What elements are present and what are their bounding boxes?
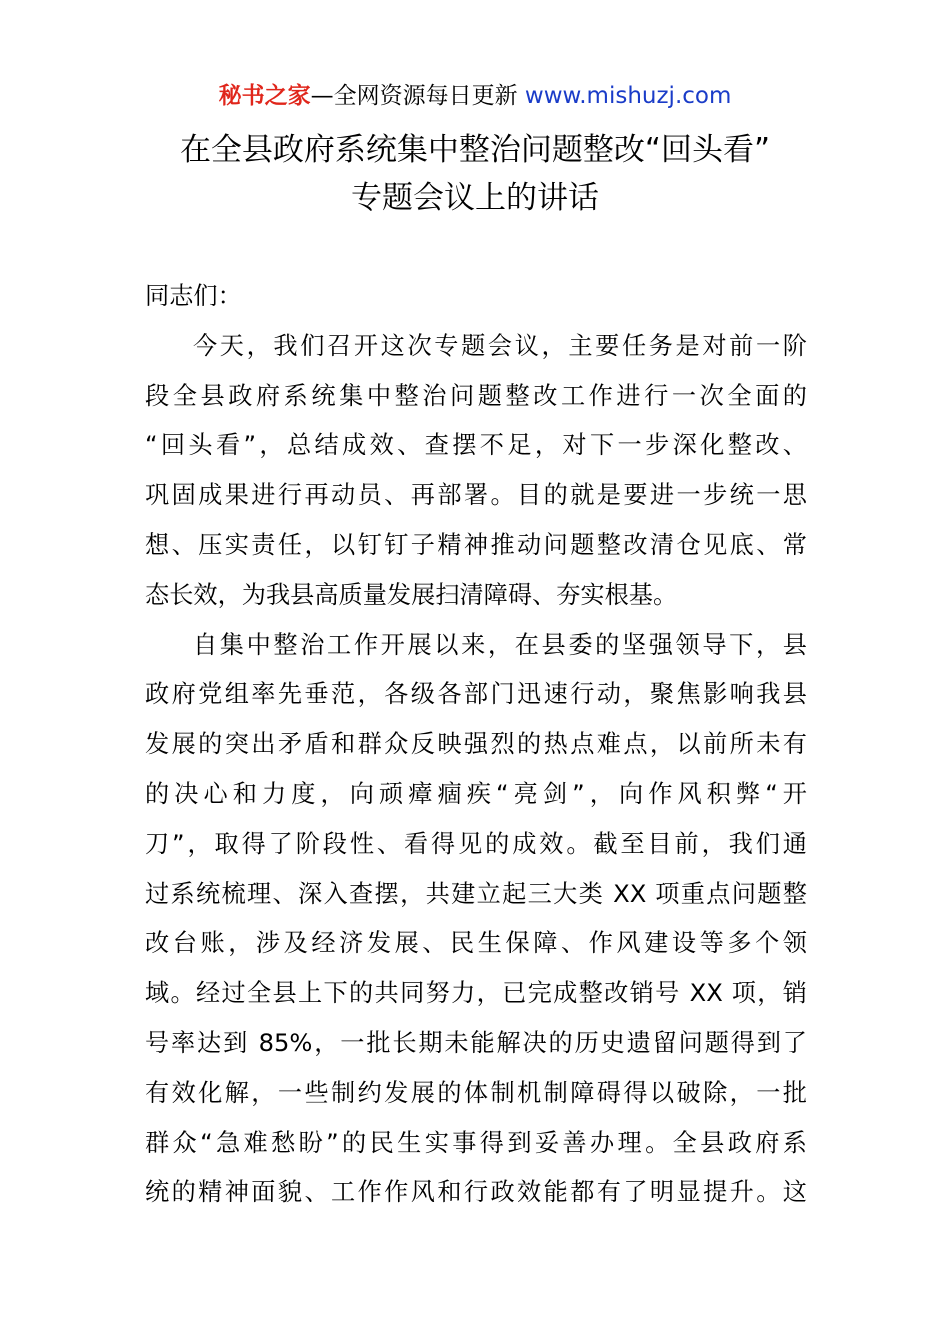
paragraph-1-line: 态长效，为我县高质量发展扫清障碍、夯实根基。 xyxy=(145,580,678,609)
paragraph-2-line: 号率达到 85%，一批长期未能解决的历史遗留问题得到了 xyxy=(145,1028,807,1057)
paragraph-2-line: 政府党组率先垂范，各级各部门迅速行动，聚焦影响我县 xyxy=(145,680,807,709)
paragraph-2-line: 群众“急难愁盼”的民生实事得到妥善办理。全县政府系 xyxy=(145,1128,807,1157)
brand-name: 秘书之家 xyxy=(218,83,311,109)
document-title-line-1: 在全县政府系统集中整治问题整改“回头看” xyxy=(179,132,771,168)
site-url-link[interactable]: www.mishuzj.com xyxy=(524,83,732,109)
site-header xyxy=(0,80,950,112)
paragraph-2-line: 过系统梳理、深入查摆，共建立起三大类 XX 项重点问题整 xyxy=(145,879,807,908)
header-tagline: —全网资源每日更新 xyxy=(310,83,518,109)
paragraph-2-line: 有效化解，一些制约发展的体制机制障碍得以破除，一批 xyxy=(145,1078,807,1107)
paragraph-1-line: “回头看”，总结成效、查摆不足，对下一步深化整改、 xyxy=(145,431,807,460)
paragraph-2-line: 的决心和力度，向顽瘴痼疾“亮剑”，向作风积弊“开 xyxy=(145,779,807,808)
paragraph-2-line: 改台账，涉及经济发展、民生保障、作风建设等多个领 xyxy=(145,929,807,958)
paragraph-2-line: 域。经过全县上下的共同努力，已完成整改销号 XX 项，销 xyxy=(145,979,807,1008)
paragraph-1-line: 今天，我们召开这次专题会议，主要任务是对前一阶 xyxy=(193,331,807,360)
document-body xyxy=(145,272,807,1218)
paragraph-1-line: 想、压实责任，以钉钉子精神推动问题整改清仓见底、常 xyxy=(145,530,807,559)
paragraph-2-line: 自集中整治工作开展以来，在县委的坚强领导下，县 xyxy=(193,630,807,659)
paragraph-1-line: 段全县政府系统集中整治问题整改工作进行一次全面的 xyxy=(145,381,807,410)
salutation: 同志们： xyxy=(145,282,242,310)
paragraph-2-line: 发展的突出矛盾和群众反映强烈的热点难点，以前所未有 xyxy=(145,730,807,759)
paragraph-2-line: 刀”，取得了阶段性、看得见的成效。截至目前，我们通 xyxy=(145,829,807,858)
document-title-line-2: 专题会议上的讲话 xyxy=(351,180,599,216)
paragraph-2-line: 统的精神面貌、工作作风和行政效能都有了明显提升。这 xyxy=(145,1178,807,1207)
paragraph-1-line: 巩固成果进行再动员、再部署。目的就是要进一步统一思 xyxy=(145,481,807,510)
